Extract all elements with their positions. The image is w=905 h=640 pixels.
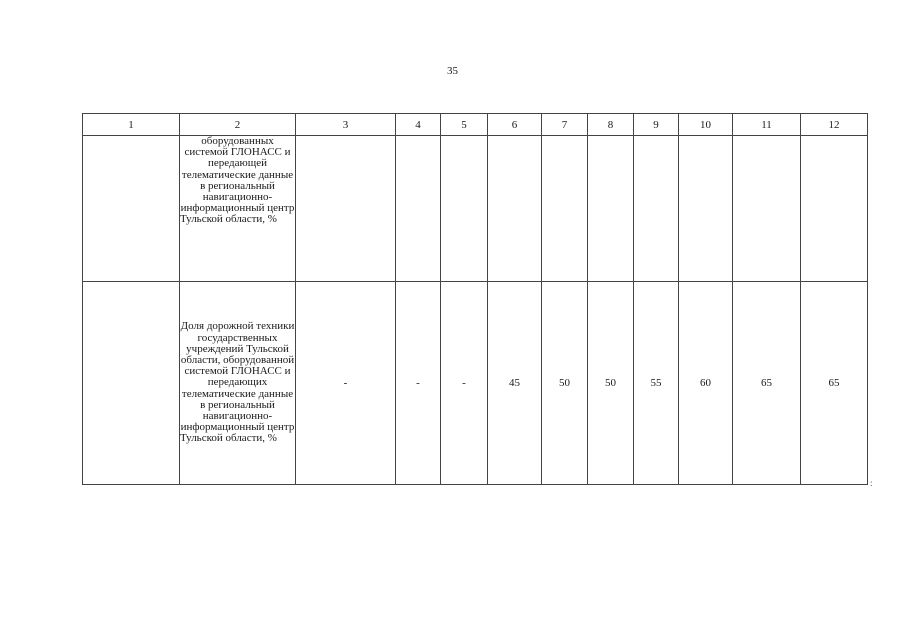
column-header: 3 — [296, 114, 396, 136]
table-cell — [296, 136, 396, 282]
column-header: 5 — [441, 114, 488, 136]
page-number: 35 — [447, 65, 458, 77]
table-cell — [441, 136, 488, 282]
column-header: 2 — [180, 114, 296, 136]
table-cell: - — [296, 282, 396, 485]
table-cell: 65 — [733, 282, 801, 485]
table-cell — [588, 136, 634, 282]
table-cell — [488, 136, 542, 282]
column-header: 11 — [733, 114, 801, 136]
table-row — [83, 282, 868, 485]
indicator-description — [180, 136, 296, 282]
table-cell: 50 — [588, 282, 634, 485]
column-header: 7 — [542, 114, 588, 136]
table-cell: - — [396, 282, 441, 485]
column-header: 10 — [679, 114, 733, 136]
indicator-table — [82, 113, 868, 485]
indicator-description — [180, 282, 296, 485]
column-header: 6 — [488, 114, 542, 136]
table-cell: 50 — [542, 282, 588, 485]
table-cell: 45 — [488, 282, 542, 485]
column-header: 8 — [588, 114, 634, 136]
table-cell — [83, 136, 180, 282]
table-cell — [542, 136, 588, 282]
table-cell: 65 — [801, 282, 868, 485]
column-number-row — [83, 114, 868, 136]
table-cell — [634, 136, 679, 282]
table-cell: 55 — [634, 282, 679, 485]
description-text: Доля дорожной техники государственных учреждений Тульской области, оборудованной системой ГЛОНАСС и передающих телематические данные в региональный навигационно-информационный центр Тульской области, % — [180, 320, 295, 445]
table-row — [83, 136, 868, 282]
table-cell: 60 — [679, 282, 733, 485]
table-cell — [83, 282, 180, 485]
table-cell — [801, 136, 868, 282]
column-header: 1 — [83, 114, 180, 136]
table-cell — [679, 136, 733, 282]
margin-mark: : — [870, 478, 873, 488]
column-header: 9 — [634, 114, 679, 136]
table-cell — [733, 136, 801, 282]
column-header: 12 — [801, 114, 868, 136]
table-cell: - — [441, 282, 488, 485]
description-text: оборудованных системой ГЛОНАСС и передающей телематические данные в региональный навигационно-информационный центр Тульской области, % — [180, 135, 295, 226]
table-cell — [396, 136, 441, 282]
column-header: 4 — [396, 114, 441, 136]
